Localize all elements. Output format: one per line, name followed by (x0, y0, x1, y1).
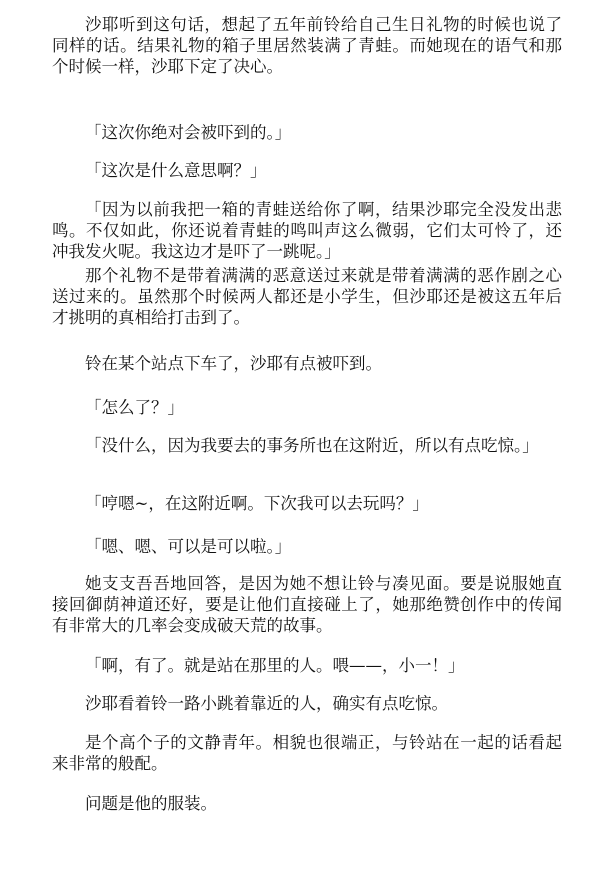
paragraph-3: 「这次是什么意思啊？」 (85, 161, 267, 180)
paragraph-4: 「因为以前我把一箱的青蛙送给你了啊，结果沙耶完全没发出悲鸣。不仅如此，你还说着青蛙的鸣叫声这么微弱，它们太可怜了，还冲我发火呢。我这边才是吓了一跳呢。」 (52, 200, 562, 261)
paragraph-6: 铃在某个站点下车了，沙耶有点被吓到。 (85, 354, 382, 373)
paragraph-15: 问题是他的服装。 (85, 794, 217, 813)
paragraph-8: 「没什么，因为我要去的事务所也在这附近，所以有点吃惊。」 (85, 436, 539, 455)
paragraph-9: 「哼嗯~，在这附近啊。下次我可以去玩吗？」 (85, 494, 429, 513)
paragraph-12: 「啊，有了。就是站在那里的人。喂——，小一！」 (85, 656, 465, 675)
paragraph-1: 沙耶听到这句话，想起了五年前铃给自己生日礼物的时候也说了同样的话。结果礼物的箱子里居然装满了青蛙。而她现在的语气和那个时候一样，沙耶下定了决心。 (52, 15, 562, 76)
paragraph-11: 她支支吾吾地回答，是因为她不想让铃与凑见面。要是说服她直接回御荫神道还好，要是让他们直接碰上了，她那绝赞创作中的传闻有非常大的几率会变成破天荒的故事。 (52, 574, 562, 635)
paragraph-13: 沙耶看着铃一路小跳着靠近的人，确实有点吃惊。 (85, 694, 448, 713)
paragraph-7: 「怎么了？」 (85, 398, 184, 417)
paragraph-2: 「这次你绝对会被吓到的。」 (85, 123, 292, 142)
paragraph-5: 那个礼物不是带着满满的恶意送过来就是带着满满的恶作剧之心送过来的。虽然那个时候两人都还是小学生，但沙耶还是被这五年后才挑明的真相给打击到了。 (52, 266, 562, 327)
paragraph-14: 是个高个子的文静青年。相貌也很端正，与铃站在一起的话看起来非常的般配。 (52, 733, 562, 773)
paragraph-10: 「嗯、嗯、可以是可以啦。」 (85, 537, 292, 556)
